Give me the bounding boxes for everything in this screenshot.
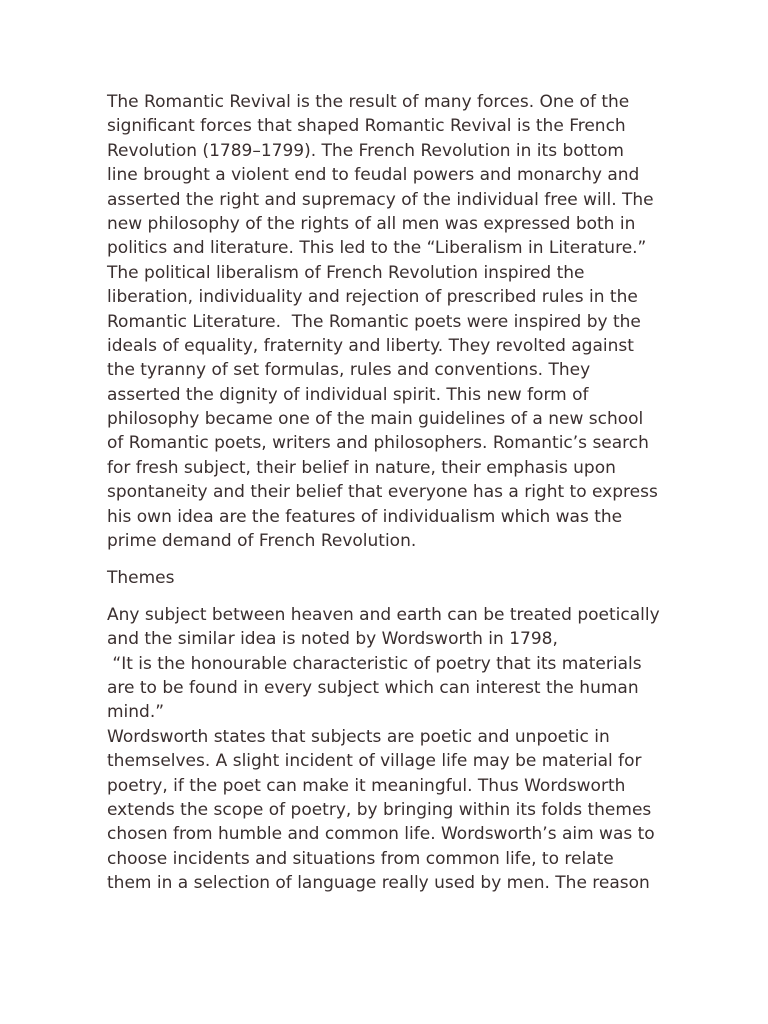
section-heading-themes: Themes [107,567,175,588]
text-line: Any subject between heaven and earth can be treated poetically [107,604,660,625]
text-line: themselves. A slight incident of village life may be material for [107,751,642,772]
text-line: prime demand of French Revolution. [107,531,417,552]
text-line: ideals of equality, fraternity and liberty. They revolted against [107,335,634,356]
text-line: “It is the honourable characteristic of poetry that its materials [107,653,642,674]
text-line: them in a selection of language really used by men. The reason [107,873,650,894]
text-line: significant forces that shaped Romantic Revival is the French [107,116,626,137]
text-line: philosophy became one of the main guidelines of a new school [107,409,644,430]
paragraph-1 [107,90,667,553]
text-line: asserted the right and supremacy of the individual free will. The [107,189,654,210]
text-line: asserted the dignity of individual spirit. This new form of [107,384,589,405]
text-line: line brought a violent end to feudal powers and monarchy and [107,165,640,186]
text-line: new philosophy of the rights of all men was expressed both in [107,213,636,234]
text-line: spontaneity and their belief that everyone has a right to express [107,482,658,503]
document-body [107,90,667,896]
text-line: the tyranny of set formulas, rules and conventions. They [107,360,591,381]
text-line: of Romantic poets, writers and philosophers. Romantic’s search [107,433,649,454]
text-line: are to be found in every subject which can interest the human [107,677,639,698]
paragraph-spacer [107,553,667,566]
paragraph-2 [107,603,667,896]
text-line: The political liberalism of French Revolution inspired the [107,262,585,283]
text-line: for fresh subject, their belief in nature, their emphasis upon [107,457,616,478]
text-line: The Romantic Revival is the result of many forces. One of the [107,92,630,112]
text-line: extends the scope of poetry, by bringing within its folds themes [107,799,652,820]
text-line: his own idea are the features of individualism which was the [107,506,623,527]
text-line: Wordsworth states that subjects are poetic and unpoetic in [107,726,610,747]
text-line: choose incidents and situations from common life, to relate [107,848,614,869]
text-line: politics and literature. This led to the “Liberalism in Literature.” [107,238,647,259]
text-line: mind.” [107,702,165,723]
text-line: chosen from humble and common life. Wordsworth’s aim was to [107,824,655,845]
text-line: liberation, individuality and rejection of prescribed rules in the [107,287,638,308]
paragraph-spacer [107,590,667,603]
text-line: Revolution (1789–1799). The French Revolution in its bottom [107,140,624,161]
text-line: Romantic Literature. The Romantic poets were inspired by the [107,311,641,332]
text-line: poetry, if the poet can make it meaningful. Thus Wordsworth [107,775,626,796]
text-line: and the similar idea is noted by Wordsworth in 1798, [107,629,558,650]
